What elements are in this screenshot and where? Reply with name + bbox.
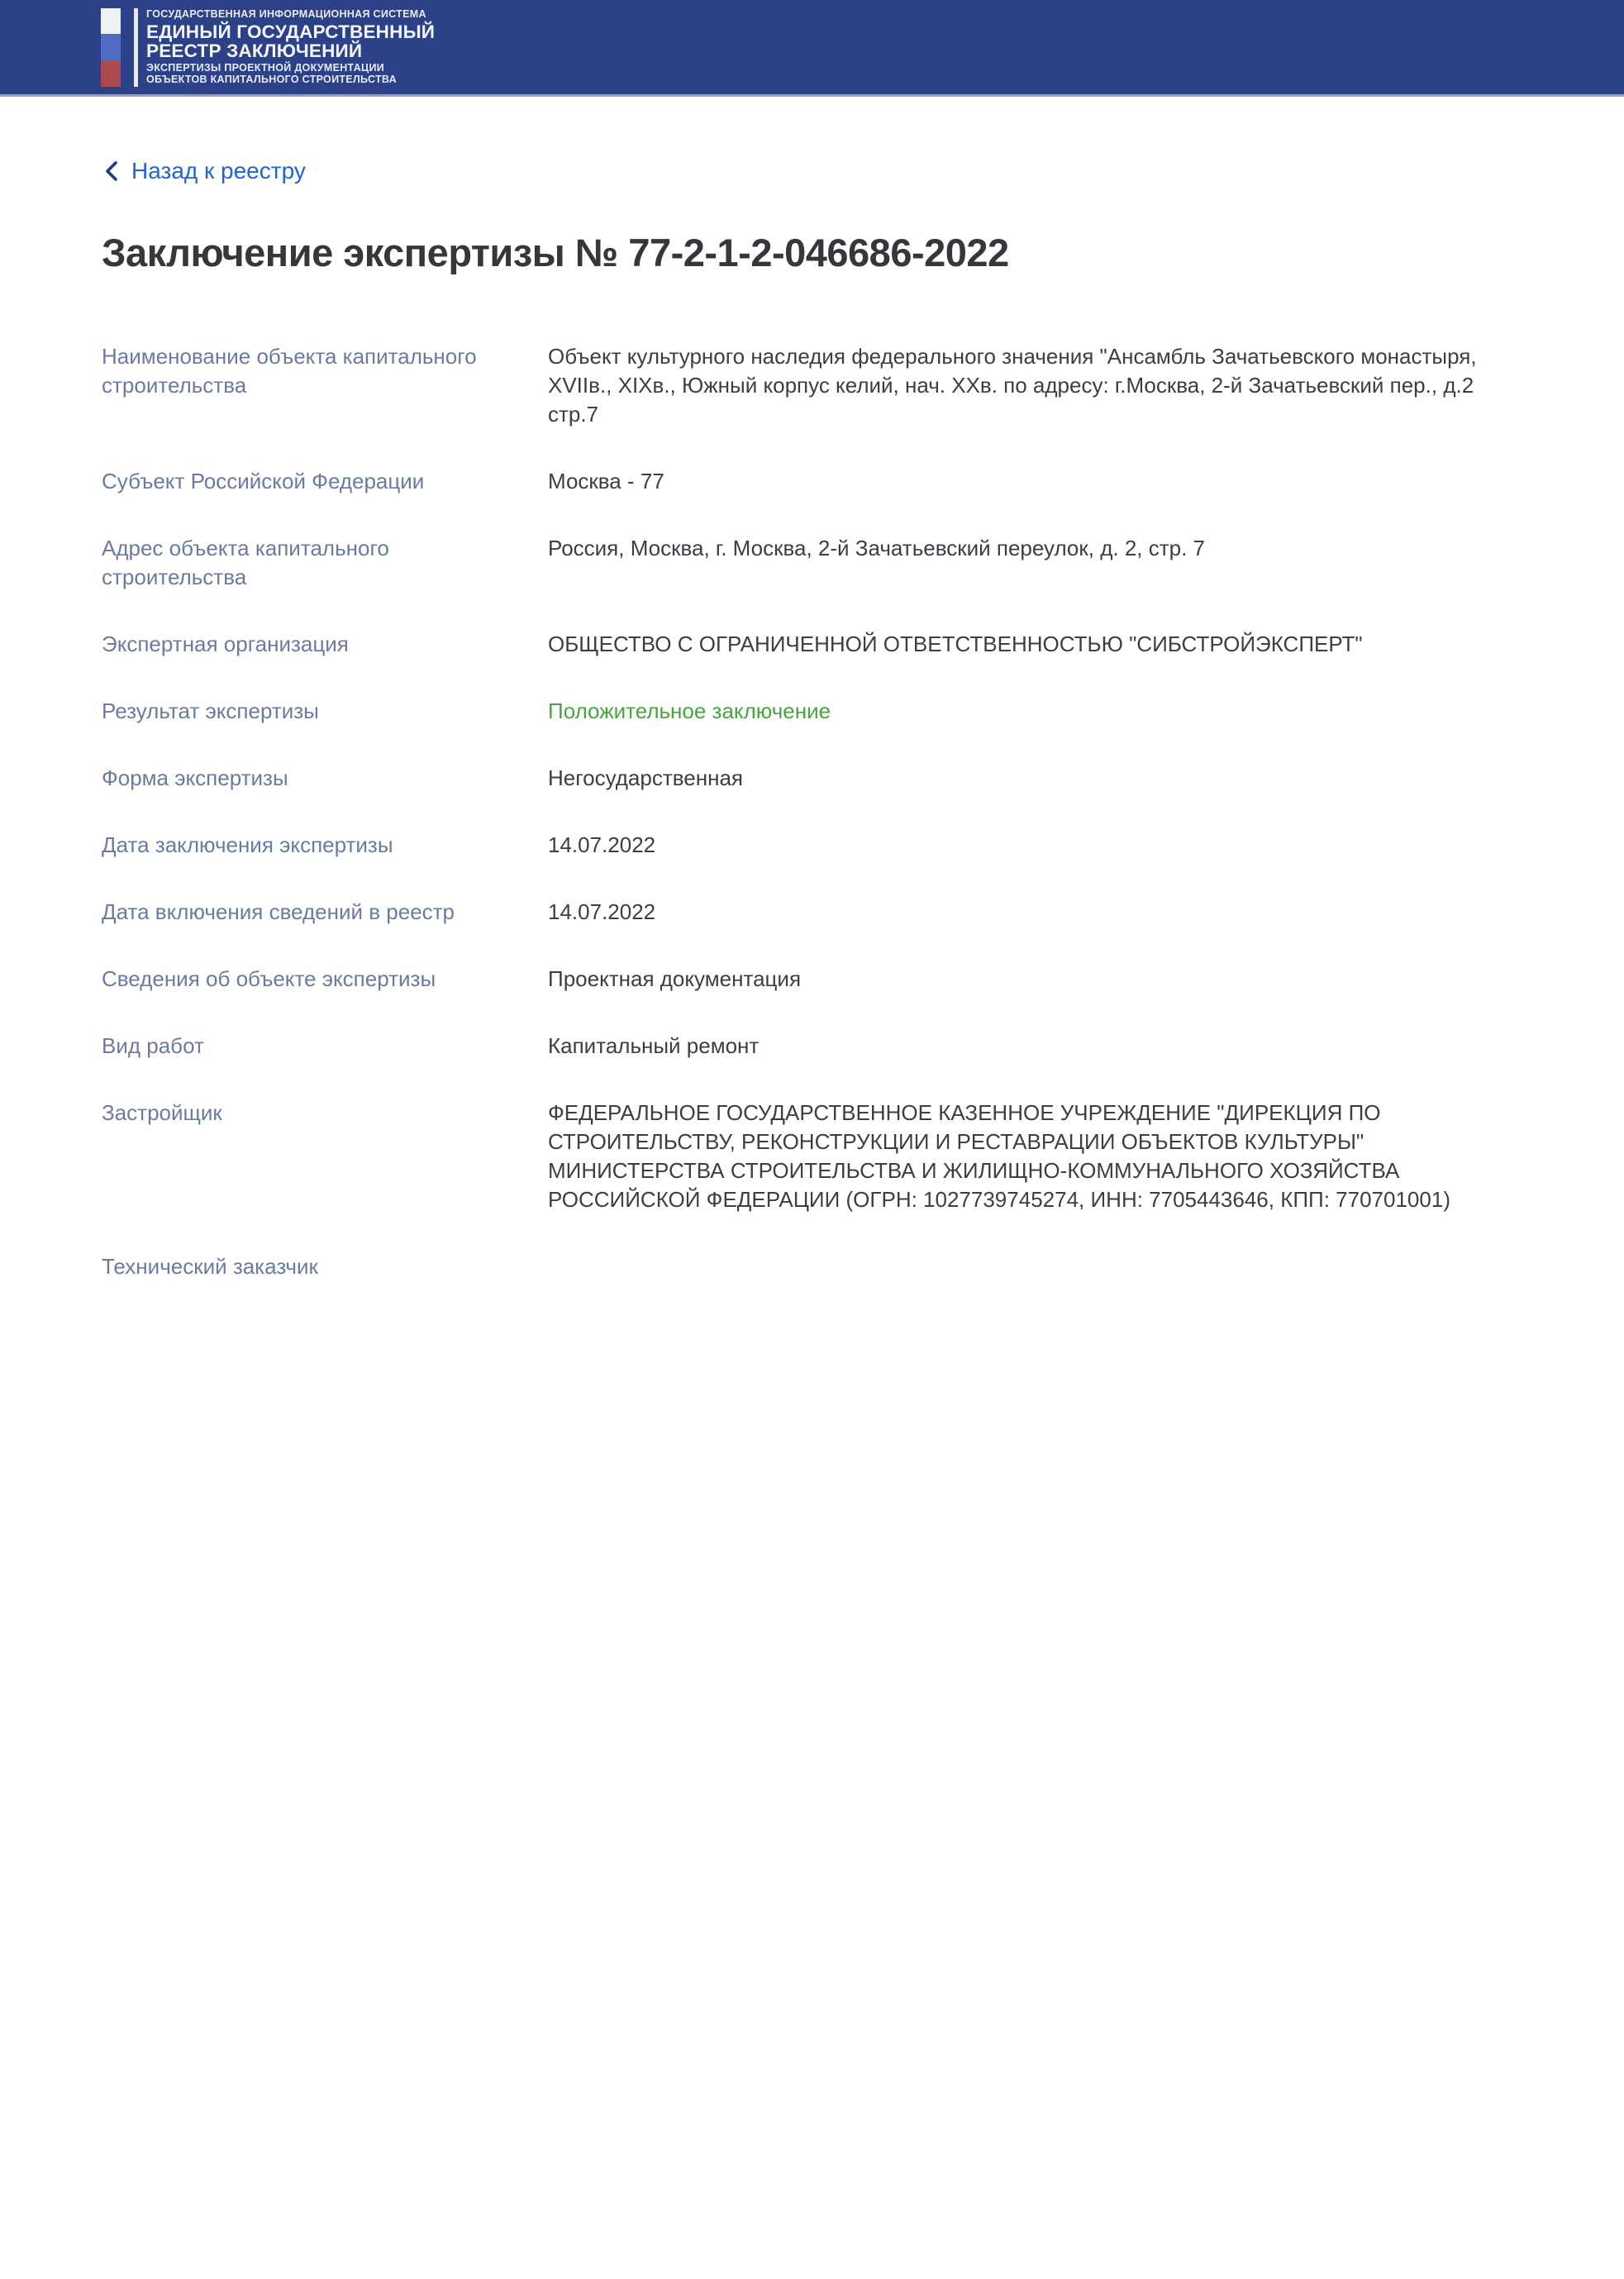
field-label: Субъект Российской Федерации <box>102 469 425 493</box>
field-label: Форма экспертизы <box>102 765 288 790</box>
conclusion-fields <box>102 342 1496 1281</box>
field-value <box>548 1252 1496 1281</box>
logo-registry-name-line2: РЕЕСТР ЗАКЛЮЧЕНИЙ <box>146 40 363 61</box>
logo-subtitle-line1: ЭКСПЕРТИЗЫ ПРОЕКТНОЙ ДОКУМЕНТАЦИИ <box>146 61 385 74</box>
field-value: ОБЩЕСТВО С ОГРАНИЧЕННОЙ ОТВЕТСТВЕННОСТЬЮ "СИБСТРОЙЭКСПЕРТ" <box>548 632 1363 656</box>
page-title: Заключение экспертизы № 77-2-1-2-046686-2022 <box>102 231 1009 274</box>
back-link-label: Назад к реестру <box>131 158 306 184</box>
logo-divider <box>134 8 138 87</box>
app-header <box>0 0 1624 97</box>
field-label: Технический заказчик <box>102 1254 318 1279</box>
field-label: Результат экспертизы <box>102 698 319 723</box>
field-value: Капитальный ремонт <box>548 1033 760 1058</box>
russian-flag-icon <box>101 8 121 87</box>
field-label: Наименование объекта капитального строительства <box>102 344 477 398</box>
logo-text <box>146 8 435 86</box>
field-label: Сведения об объекте экспертизы <box>102 966 436 991</box>
logo-registry-name-line1: ЕДИНЫЙ ГОСУДАРСТВЕННЫЙ <box>146 21 436 42</box>
field-row-expert-organization <box>102 630 1496 659</box>
field-value: Объект культурного наследия федерального значения "Ансамбль Зачатьевского монастыря, XVIIв., XIXв., Южный корпус келий, нач. XXв. по адресу: г.Москва, 2-й Зачатьевский пер., д.2 стр.7 <box>548 344 1477 427</box>
field-value: 14.07.2022 <box>548 899 656 924</box>
field-row-conclusion-date <box>102 831 1496 860</box>
field-label: Адрес объекта капитального строительства <box>102 536 389 589</box>
logo-subtitle-line2: ОБЪЕКТОВ КАПИТАЛЬНОГО СТРОИТЕЛЬСТВА <box>146 74 397 86</box>
field-row-technical-customer <box>102 1252 1496 1281</box>
field-row-expertise-result <box>102 697 1496 726</box>
field-row-developer <box>102 1099 1496 1214</box>
field-value: ФЕДЕРАЛЬНОЕ ГОСУДАРСТВЕННОЕ КАЗЕННОЕ УЧРЕЖДЕНИЕ "ДИРЕКЦИЯ ПО СТРОИТЕЛЬСТВУ, РЕКОНСТРУКЦИИ И РЕСТАВРАЦИИ ОБЪЕКТОВ КУЛЬТУРЫ" МИНИСТЕРСТВА СТРОИТЕЛЬСТВА И ЖИЛИЩНО-КОММУНАЛЬНОГО ХОЗЯЙСТВА РОССИЙСКОЙ ФЕДЕРАЦИИ (ОГРН: 1027739745274, ИНН: 7705443646, КПП: 770701001) <box>548 1100 1450 1212</box>
field-value: Негосударственная <box>548 765 743 790</box>
field-row-registry-inclusion-date <box>102 898 1496 927</box>
chevron-left-icon <box>103 160 120 183</box>
conclusion-details-page <box>0 97 1624 1281</box>
field-row-region <box>102 467 1496 496</box>
field-value: Москва - 77 <box>548 469 664 493</box>
field-value: 14.07.2022 <box>548 832 656 857</box>
field-label: Застройщик <box>102 1100 222 1125</box>
field-row-expertise-object-info <box>102 965 1496 994</box>
field-row-work-type <box>102 1032 1496 1061</box>
field-label: Дата заключения экспертизы <box>102 832 393 857</box>
field-row-address <box>102 534 1496 592</box>
back-to-registry-link[interactable] <box>103 157 306 185</box>
field-value: Россия, Москва, г. Москва, 2-й Зачатьевский переулок, д. 2, стр. 7 <box>548 536 1206 560</box>
field-row-expertise-form <box>102 764 1496 793</box>
field-label: Дата включения сведений в реестр <box>102 899 455 924</box>
field-label: Экспертная организация <box>102 632 349 656</box>
expertise-result-status: Положительное заключение <box>548 698 831 723</box>
field-value: Проектная документация <box>548 966 802 991</box>
gis-egrz-logo[interactable] <box>101 8 435 87</box>
field-row-object-name <box>102 342 1496 429</box>
field-label: Вид работ <box>102 1033 204 1058</box>
logo-system-label: ГОСУДАРСТВЕННАЯ ИНФОРМАЦИОННАЯ СИСТЕМА <box>146 8 426 21</box>
